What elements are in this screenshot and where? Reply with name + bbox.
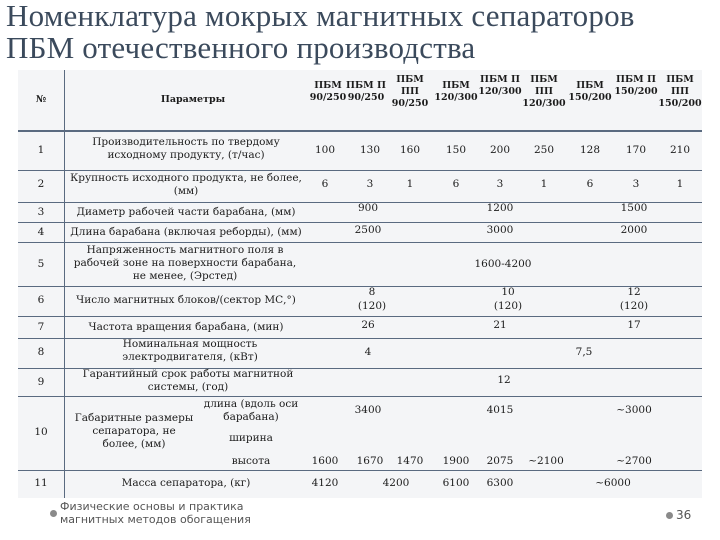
cell-value: 21	[493, 319, 507, 331]
header-model: ПБМ ПП 120/300	[522, 74, 566, 109]
cell-value: 900	[357, 202, 379, 214]
cell-value: 200	[489, 144, 511, 156]
param-label: Диаметр рабочей части барабана, (мм)	[76, 206, 296, 218]
row-rule	[18, 316, 702, 317]
cell-value: 2500	[354, 224, 382, 236]
separator-table	[18, 70, 702, 498]
cell-value: 100	[314, 144, 336, 156]
cell-value: 128	[579, 144, 601, 156]
cell-value: 150	[445, 144, 467, 156]
cell-value: 3	[632, 178, 640, 190]
param-label: Длина барабана (включая реборды), (мм)	[70, 226, 302, 238]
cell-value: ~2700	[616, 455, 652, 467]
cell-value: 1670	[356, 455, 384, 467]
row-num: 6	[37, 294, 45, 306]
cell-value: 1	[406, 178, 414, 190]
sub-label-width: ширина	[229, 432, 273, 444]
cell-value: 2000	[620, 224, 648, 236]
param-label: Гарантийный срок работы магнитной системы, (год)	[82, 368, 294, 393]
cell-value: 17	[627, 319, 641, 331]
header-model: ПБМ ПП 150/200	[658, 74, 702, 109]
cell-value: 1470	[396, 455, 424, 467]
cell-value: 4	[364, 346, 372, 358]
cell-value: ~2100	[528, 455, 564, 467]
row-num: 10	[34, 426, 48, 438]
cell-value: 3	[496, 178, 504, 190]
header-params: Параметры	[160, 94, 226, 105]
header-model: ПБМ 90/250	[309, 80, 347, 103]
row-rule	[18, 396, 702, 397]
row-num: 1	[37, 144, 45, 156]
header-model: ПБМ ПП 90/250	[391, 74, 429, 109]
cell-value: 210	[669, 144, 691, 156]
cell-value: 3000	[486, 224, 514, 236]
cell-value: 12	[627, 286, 641, 298]
row-rule	[18, 470, 702, 471]
cell-value: 250	[533, 144, 555, 156]
header-model: ПБМ П 120/300	[478, 74, 522, 97]
sub-label-height: высота	[231, 455, 271, 467]
cell-value: 1	[540, 178, 548, 190]
cell-value: (120)	[357, 300, 387, 312]
row-num: 11	[34, 477, 48, 489]
row-num: 2	[37, 178, 45, 190]
cell-value: 2075	[486, 455, 514, 467]
cell-value: 12	[497, 374, 511, 386]
cell-value: ~6000	[595, 477, 631, 489]
slide-title	[6, 0, 716, 64]
cell-value: 6100	[442, 477, 470, 489]
cell-value: 6	[452, 178, 460, 190]
param-label: Масса сепаратора, (кг)	[121, 477, 251, 489]
header-model: ПБМ П 90/250	[346, 80, 386, 103]
cell-value: 4120	[311, 477, 339, 489]
page-number: 36	[676, 508, 692, 522]
param-label: Число магнитных блоков/(сектор МС,°)	[76, 294, 296, 306]
column-rule	[64, 70, 65, 498]
page-dot	[666, 512, 673, 519]
header-num: №	[35, 94, 47, 105]
cell-value: 6	[586, 178, 594, 190]
footer-line-1: Физические основы и практика	[60, 500, 244, 513]
title-line-2: ПБМ отечественного производства	[6, 30, 476, 65]
cell-value: (120)	[619, 300, 649, 312]
cell-value: 4200	[382, 477, 410, 489]
footer-text	[60, 500, 251, 526]
sub-label-length: длина (вдоль оси барабана)	[203, 398, 299, 423]
bullet-dot	[50, 510, 57, 517]
cell-value: 8	[368, 286, 376, 298]
param-label: Номинальная мощность электродвигателя, (кВт)	[122, 338, 258, 363]
cell-value: 10	[501, 286, 515, 298]
title-line-1: Номенклатура мокрых магнитных сепараторов	[6, 0, 635, 33]
header-rule	[18, 130, 702, 132]
cell-value: 1500	[620, 202, 648, 214]
cell-value: 6300	[486, 477, 514, 489]
cell-value: 130	[359, 144, 381, 156]
cell-value: 3400	[354, 404, 382, 416]
row-num: 8	[37, 346, 45, 358]
cell-value: 1200	[486, 202, 514, 214]
row-rule	[18, 170, 702, 171]
header-model: ПБМ П 150/200	[614, 74, 658, 97]
param-label: Габаритные размеры сепаратора, не более, (мм)	[74, 412, 194, 450]
cell-value: 1900	[442, 455, 470, 467]
row-num: 3	[37, 206, 45, 218]
row-rule	[18, 222, 702, 223]
cell-value: 160	[399, 144, 421, 156]
cell-value: 6	[321, 178, 329, 190]
row-num: 7	[37, 321, 45, 333]
cell-value: 4015	[486, 404, 514, 416]
param-label: Частота вращения барабана, (мин)	[88, 321, 284, 333]
cell-value: 1600-4200	[474, 258, 532, 270]
cell-value: 3	[366, 178, 374, 190]
row-num: 5	[37, 258, 45, 270]
param-label: Производительность по твердому исходному продукту, (т/час)	[92, 136, 280, 161]
cell-value: ~3000	[616, 404, 652, 416]
param-label: Напряженность магнитного поля в рабочей зоне на поверхности барабана, не менее, (Эрстед)	[73, 244, 297, 282]
cell-value: 7,5	[575, 346, 593, 358]
cell-value: 1600	[311, 455, 339, 467]
cell-value: 26	[361, 319, 375, 331]
header-model: ПБМ 120/300	[434, 80, 478, 103]
footer-line-2: магнитных методов обогащения	[60, 513, 251, 526]
cell-value: 170	[625, 144, 647, 156]
header-model: ПБМ 150/200	[568, 80, 612, 103]
row-num: 4	[37, 226, 45, 238]
row-num: 9	[37, 376, 45, 388]
cell-value: 1	[676, 178, 684, 190]
cell-value: (120)	[493, 300, 523, 312]
param-label: Крупность исходного продукта, не более, (мм)	[70, 172, 302, 197]
row-rule	[18, 242, 702, 243]
